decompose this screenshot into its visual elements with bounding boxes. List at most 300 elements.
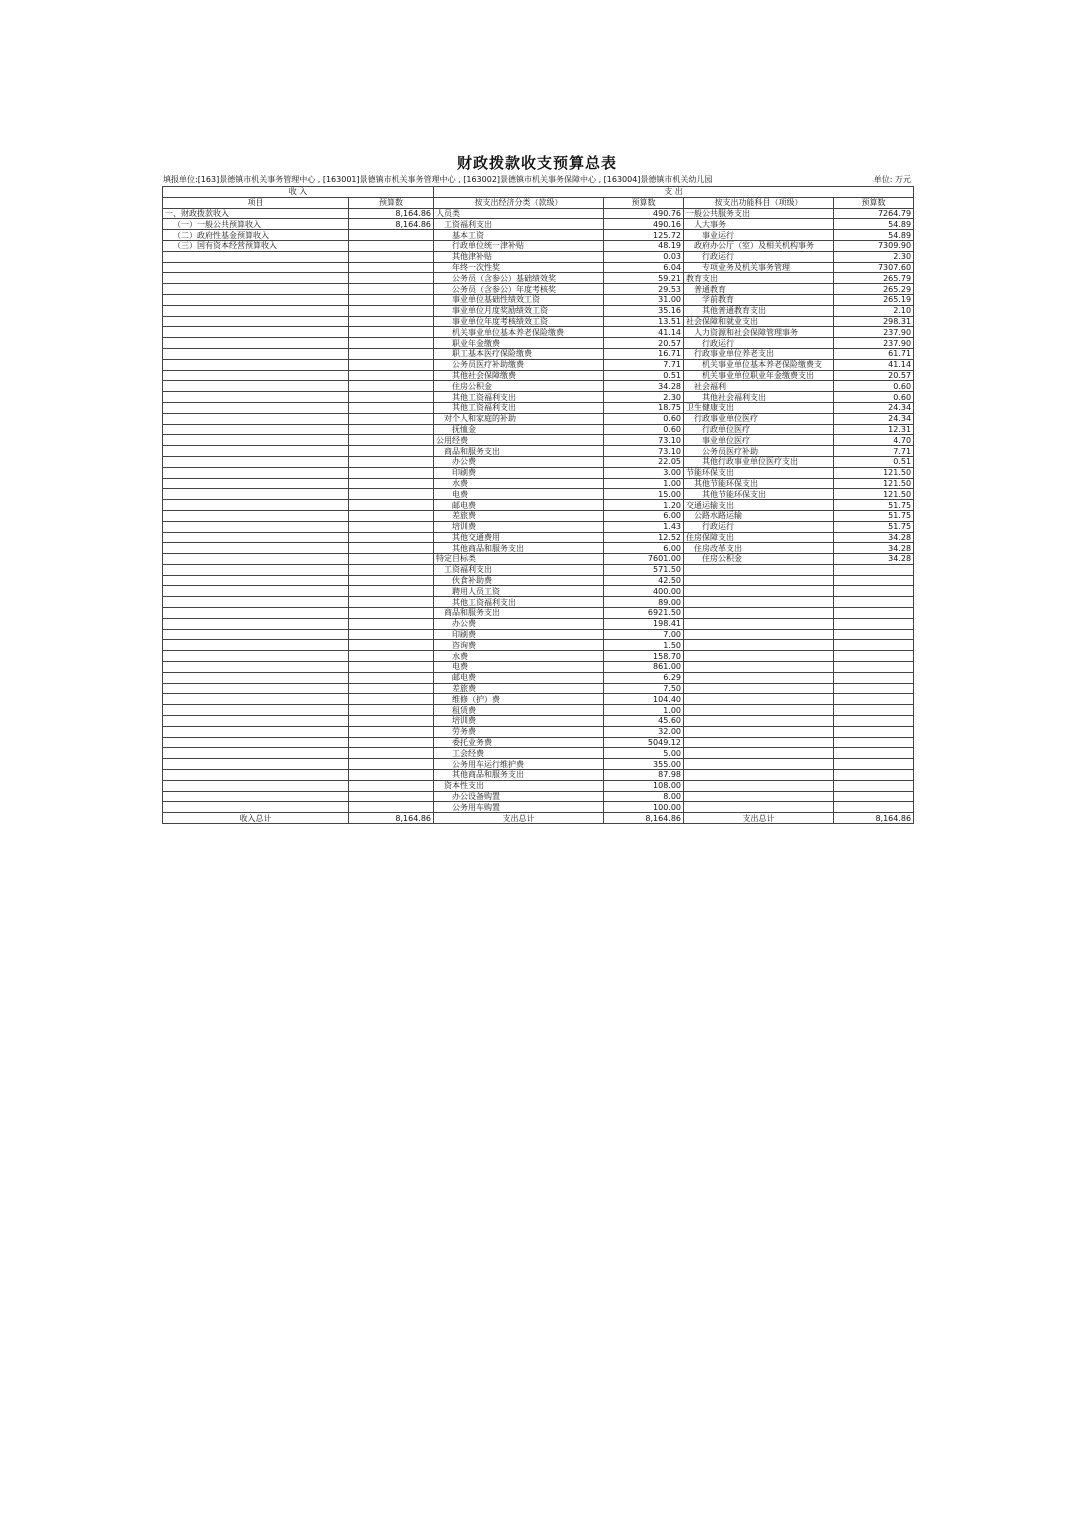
econ-item-cell: 差旅费 (434, 683, 604, 694)
income-amount-cell (349, 575, 434, 586)
table-row (163, 726, 914, 737)
income-item-cell (163, 780, 349, 791)
func-item-cell (684, 662, 834, 673)
income-item-cell (163, 273, 349, 284)
econ-amount-cell: 73.10 (604, 446, 684, 457)
econ-item-cell: 基本工资 (434, 230, 604, 241)
income-amount-cell (349, 586, 434, 597)
econ-amount-cell: 1.00 (604, 705, 684, 716)
table-row (163, 413, 914, 424)
table-row (163, 554, 914, 565)
econ-total-amount: 8,164.86 (604, 813, 684, 824)
func-amount-cell (834, 672, 914, 683)
header-row-columns (163, 197, 914, 208)
econ-amount-cell: 104.40 (604, 694, 684, 705)
econ-amount-cell: 7.50 (604, 683, 684, 694)
func-item-cell: 行政事业单位养老支出 (684, 348, 834, 359)
income-item-cell (163, 500, 349, 511)
income-item-cell (163, 338, 349, 349)
econ-item-cell: 印刷费 (434, 629, 604, 640)
income-item-cell (163, 478, 349, 489)
econ-amount-cell: 7.71 (604, 359, 684, 370)
income-amount-cell (349, 618, 434, 629)
func-amount-cell (834, 586, 914, 597)
income-item-cell (163, 651, 349, 662)
income-item-cell (163, 370, 349, 381)
income-amount-cell (349, 802, 434, 813)
table-row (163, 467, 914, 478)
func-item-cell (684, 716, 834, 727)
income-item-cell (163, 424, 349, 435)
func-item-cell (684, 597, 834, 608)
income-amount-cell (349, 446, 434, 457)
func-item-cell: 卫生健康支出 (684, 402, 834, 413)
income-item-cell (163, 608, 349, 619)
func-amount-cell: 51.75 (834, 510, 914, 521)
table-row (163, 770, 914, 781)
income-amount-cell (349, 294, 434, 305)
income-item-cell (163, 446, 349, 457)
table-row (163, 618, 914, 629)
income-amount-cell (349, 305, 434, 316)
func-amount-cell: 2.30 (834, 251, 914, 262)
econ-amount-cell: 1.43 (604, 521, 684, 532)
func-item-cell: 政府办公厅（室）及相关机构事务 (684, 240, 834, 251)
table-row (163, 273, 914, 284)
income-amount-cell (349, 402, 434, 413)
income-item-cell (163, 672, 349, 683)
econ-item-cell: 委托业务费 (434, 737, 604, 748)
income-amount-cell (349, 521, 434, 532)
income-item-cell (163, 802, 349, 813)
table-row (163, 500, 914, 511)
func-amount-cell: 51.75 (834, 500, 914, 511)
income-item-cell (163, 392, 349, 403)
table-row (163, 564, 914, 575)
func-item-cell: 其他节能环保支出 (684, 489, 834, 500)
income-amount-cell (349, 532, 434, 543)
econ-amount-cell: 31.00 (604, 294, 684, 305)
econ-item-cell: 工会经费 (434, 748, 604, 759)
income-amount-cell (349, 392, 434, 403)
func-item-cell (684, 726, 834, 737)
func-item-cell: 学前教育 (684, 294, 834, 305)
func-amount-cell (834, 737, 914, 748)
func-amount-cell: 265.29 (834, 284, 914, 295)
income-amount-cell (349, 716, 434, 727)
income-item-cell (163, 726, 349, 737)
func-amount-cell (834, 575, 914, 586)
income-amount-cell (349, 640, 434, 651)
econ-item-cell: 住房公积金 (434, 381, 604, 392)
table-row (163, 294, 914, 305)
income-item-cell (163, 305, 349, 316)
income-amount-cell (349, 348, 434, 359)
income-item-cell (163, 381, 349, 392)
income-item-cell (163, 586, 349, 597)
func-item-cell (684, 683, 834, 694)
func-amount-cell: 237.90 (834, 327, 914, 338)
econ-amount-cell: 29.53 (604, 284, 684, 295)
income-amount-cell (349, 240, 434, 251)
func-amount-cell: 34.28 (834, 532, 914, 543)
func-item-cell: 普通教育 (684, 284, 834, 295)
col-func-class: 按支出功能科目（项级） (684, 197, 834, 208)
income-amount-cell (349, 608, 434, 619)
income-item-cell (163, 554, 349, 565)
income-item-cell (163, 489, 349, 500)
income-amount-cell (349, 500, 434, 511)
econ-item-cell: 其他工资福利支出 (434, 597, 604, 608)
table-row (163, 586, 914, 597)
func-item-cell (684, 791, 834, 802)
econ-amount-cell: 7601.00 (604, 554, 684, 565)
income-item-cell (163, 640, 349, 651)
func-amount-cell: 2.10 (834, 305, 914, 316)
func-item-cell (684, 770, 834, 781)
func-item-cell: 事业单位医疗 (684, 435, 834, 446)
income-amount-cell (349, 489, 434, 500)
page-title: 财政拨款收支预算总表 (456, 154, 617, 172)
income-item-cell (163, 348, 349, 359)
econ-amount-cell: 5049.12 (604, 737, 684, 748)
econ-item-cell: 水费 (434, 478, 604, 489)
econ-item-cell: 工资福利支出 (434, 219, 604, 230)
econ-amount-cell: 73.10 (604, 435, 684, 446)
table-row (163, 240, 914, 251)
econ-amount-cell: 1.50 (604, 640, 684, 651)
econ-item-cell: 咨询费 (434, 640, 604, 651)
income-item-cell (163, 716, 349, 727)
func-item-cell: 机关事业单位基本养老保险缴费支 (684, 359, 834, 370)
income-amount-cell (349, 672, 434, 683)
income-item-cell: （一）一般公共预算收入 (163, 219, 349, 230)
income-amount-cell (349, 273, 434, 284)
func-amount-cell: 7309.90 (834, 240, 914, 251)
income-item-cell (163, 543, 349, 554)
econ-amount-cell: 6921.50 (604, 608, 684, 619)
income-item-cell (163, 737, 349, 748)
func-item-cell (684, 575, 834, 586)
table-row (163, 305, 914, 316)
econ-amount-cell: 16.71 (604, 348, 684, 359)
econ-item-cell: 办公设备购置 (434, 791, 604, 802)
func-amount-cell (834, 791, 914, 802)
func-item-cell (684, 672, 834, 683)
econ-amount-cell: 355.00 (604, 759, 684, 770)
income-amount-cell (349, 381, 434, 392)
func-amount-cell: 121.50 (834, 489, 914, 500)
table-row (163, 424, 914, 435)
income-amount-cell (349, 413, 434, 424)
table-row (163, 489, 914, 500)
econ-item-cell: 公务用车运行维护费 (434, 759, 604, 770)
econ-item-cell: 事业单位月度奖励绩效工资 (434, 305, 604, 316)
func-amount-cell: 0.51 (834, 456, 914, 467)
econ-amount-cell: 0.03 (604, 251, 684, 262)
func-item-cell: 公路水路运输 (684, 510, 834, 521)
income-amount-cell (349, 791, 434, 802)
func-amount-cell: 12.31 (834, 424, 914, 435)
col-income-budget: 预算数 (349, 197, 434, 208)
econ-amount-cell: 59.21 (604, 273, 684, 284)
table-row (163, 370, 914, 381)
income-amount-cell (349, 316, 434, 327)
income-amount-cell (349, 251, 434, 262)
econ-item-cell: 培训费 (434, 716, 604, 727)
table-row (163, 543, 914, 554)
econ-item-cell: 其他社会保障缴费 (434, 370, 604, 381)
econ-amount-cell: 2.30 (604, 392, 684, 403)
func-item-cell (684, 705, 834, 716)
income-amount-cell (349, 694, 434, 705)
econ-item-cell: 事业单位基础性绩效工资 (434, 294, 604, 305)
table-row (163, 435, 914, 446)
econ-item-cell: 商品和服务支出 (434, 446, 604, 457)
econ-item-cell: 培训费 (434, 521, 604, 532)
income-amount-cell (349, 424, 434, 435)
econ-amount-cell: 1.20 (604, 500, 684, 511)
econ-item-cell: 资本性支出 (434, 780, 604, 791)
func-amount-cell: 237.90 (834, 338, 914, 349)
func-amount-cell (834, 759, 914, 770)
econ-amount-cell: 7.00 (604, 629, 684, 640)
econ-item-cell: 人员类 (434, 208, 604, 219)
func-total-amount: 8,164.86 (834, 813, 914, 824)
income-item-cell (163, 597, 349, 608)
econ-item-cell: 维修（护）费 (434, 694, 604, 705)
income-amount-cell (349, 370, 434, 381)
table-row (163, 608, 914, 619)
func-item-cell: 公务员医疗补助 (684, 446, 834, 457)
unit-info (163, 174, 913, 186)
income-item-cell (163, 748, 349, 759)
econ-amount-cell: 32.00 (604, 726, 684, 737)
income-amount-cell (349, 597, 434, 608)
table-row (163, 219, 914, 230)
econ-amount-cell: 198.41 (604, 618, 684, 629)
table-row (163, 262, 914, 273)
income-item-cell (163, 413, 349, 424)
func-amount-cell: 121.50 (834, 478, 914, 489)
econ-item-cell: 印刷费 (434, 467, 604, 478)
econ-amount-cell: 861.00 (604, 662, 684, 673)
econ-item-cell: 租赁费 (434, 705, 604, 716)
econ-item-cell: 差旅费 (434, 510, 604, 521)
func-amount-cell (834, 608, 914, 619)
table-row (163, 316, 914, 327)
func-item-cell (684, 748, 834, 759)
econ-amount-cell: 0.60 (604, 424, 684, 435)
econ-item-cell: 邮电费 (434, 500, 604, 511)
econ-amount-cell: 20.57 (604, 338, 684, 349)
econ-item-cell: 电费 (434, 489, 604, 500)
table-row (163, 456, 914, 467)
func-item-cell (684, 694, 834, 705)
col-func-budget: 预算数 (834, 197, 914, 208)
income-amount-cell (349, 748, 434, 759)
func-amount-cell: 298.31 (834, 316, 914, 327)
table-row (163, 338, 914, 349)
econ-amount-cell: 125.72 (604, 230, 684, 241)
func-amount-cell: 4.70 (834, 435, 914, 446)
econ-item-cell: 年终一次性奖 (434, 262, 604, 273)
func-item-cell: 住房改革支出 (684, 543, 834, 554)
func-amount-cell (834, 802, 914, 813)
econ-item-cell: 机关事业单位基本养老保险缴费 (434, 327, 604, 338)
income-item-cell (163, 694, 349, 705)
func-amount-cell: 20.57 (834, 370, 914, 381)
func-amount-cell: 265.19 (834, 294, 914, 305)
table-row (163, 575, 914, 586)
func-item-cell (684, 651, 834, 662)
econ-item-cell: 行政单位统一津补贴 (434, 240, 604, 251)
income-item-cell (163, 359, 349, 370)
econ-item-cell: 邮电费 (434, 672, 604, 683)
table-row (163, 478, 914, 489)
income-amount-cell (349, 284, 434, 295)
econ-amount-cell: 8.00 (604, 791, 684, 802)
table-row (163, 683, 914, 694)
income-amount-cell (349, 478, 434, 489)
income-item-cell (163, 294, 349, 305)
func-item-cell (684, 759, 834, 770)
income-amount-cell (349, 230, 434, 241)
func-amount-cell: 0.60 (834, 381, 914, 392)
func-amount-cell (834, 770, 914, 781)
func-amount-cell (834, 694, 914, 705)
func-amount-cell (834, 597, 914, 608)
func-amount-cell: 54.89 (834, 219, 914, 230)
func-amount-cell: 34.28 (834, 554, 914, 565)
income-item-cell (163, 759, 349, 770)
header-row-group (163, 187, 914, 198)
table-row (163, 651, 914, 662)
econ-total-label: 支出总计 (434, 813, 604, 824)
income-item-cell (163, 402, 349, 413)
table-row (163, 597, 914, 608)
income-amount-cell (349, 737, 434, 748)
econ-amount-cell: 6.00 (604, 510, 684, 521)
func-item-cell: 其他普通教育支出 (684, 305, 834, 316)
func-amount-cell (834, 705, 914, 716)
econ-amount-cell: 6.00 (604, 543, 684, 554)
table-row (163, 230, 914, 241)
func-amount-cell (834, 629, 914, 640)
econ-item-cell: 其他交通费用 (434, 532, 604, 543)
func-item-cell: 机关事业单位职业年金缴费支出 (684, 370, 834, 381)
income-item-cell: （三）国有资本经营预算收入 (163, 240, 349, 251)
income-amount-cell (349, 564, 434, 575)
income-item-cell (163, 327, 349, 338)
budget-table (162, 186, 914, 824)
econ-item-cell: 商品和服务支出 (434, 608, 604, 619)
income-amount-cell (349, 705, 434, 716)
income-amount-cell (349, 726, 434, 737)
income-item-cell (163, 575, 349, 586)
econ-item-cell: 电费 (434, 662, 604, 673)
func-item-cell: 住房公积金 (684, 554, 834, 565)
income-amount-cell: 8,164.86 (349, 219, 434, 230)
table-row (163, 327, 914, 338)
func-amount-cell (834, 748, 914, 759)
income-amount-cell: 8,164.86 (349, 208, 434, 219)
func-amount-cell (834, 640, 914, 651)
econ-amount-cell: 15.00 (604, 489, 684, 500)
income-amount-cell (349, 780, 434, 791)
func-amount-cell: 51.75 (834, 521, 914, 532)
func-item-cell: 行政运行 (684, 251, 834, 262)
income-item-cell (163, 770, 349, 781)
func-item-cell: 专项业务及机关事务管理 (684, 262, 834, 273)
econ-amount-cell: 6.29 (604, 672, 684, 683)
table-row (163, 802, 914, 813)
econ-amount-cell: 35.16 (604, 305, 684, 316)
func-amount-cell: 34.28 (834, 543, 914, 554)
func-item-cell: 节能环保支出 (684, 467, 834, 478)
func-amount-cell: 265.79 (834, 273, 914, 284)
func-item-cell: 其他行政事业单位医疗支出 (684, 456, 834, 467)
econ-item-cell: 事业单位年度考核绩效工资 (434, 316, 604, 327)
econ-amount-cell: 12.52 (604, 532, 684, 543)
income-item-cell (163, 629, 349, 640)
table-row (163, 381, 914, 392)
func-amount-cell: 7264.79 (834, 208, 914, 219)
col-econ-class: 按支出经济分类（款级） (434, 197, 604, 208)
func-item-cell: 一般公共服务支出 (684, 208, 834, 219)
econ-item-cell: 水费 (434, 651, 604, 662)
table-row (163, 759, 914, 770)
econ-item-cell: 工资福利支出 (434, 564, 604, 575)
func-item-cell: 社会福利 (684, 381, 834, 392)
func-item-cell (684, 618, 834, 629)
table-row (163, 791, 914, 802)
econ-amount-cell: 158.70 (604, 651, 684, 662)
econ-amount-cell: 18.75 (604, 402, 684, 413)
func-amount-cell (834, 726, 914, 737)
func-item-cell: 事业运行 (684, 230, 834, 241)
econ-item-cell: 公务员医疗补助缴费 (434, 359, 604, 370)
table-row (163, 208, 914, 219)
func-amount-cell: 61.71 (834, 348, 914, 359)
func-amount-cell (834, 651, 914, 662)
econ-item-cell: 公务员（含参公）年度考核奖 (434, 284, 604, 295)
expenditure-header: 支 出 (434, 187, 914, 198)
econ-item-cell: 伙食补助费 (434, 575, 604, 586)
econ-item-cell: 其他工资福利支出 (434, 402, 604, 413)
table-row (163, 284, 914, 295)
income-amount-cell (349, 759, 434, 770)
income-item-cell (163, 618, 349, 629)
econ-item-cell: 职业年金缴费 (434, 338, 604, 349)
income-header: 收 入 (163, 187, 434, 198)
income-item-cell (163, 662, 349, 673)
table-row (163, 716, 914, 727)
func-item-cell: 其他社会福利支出 (684, 392, 834, 403)
func-item-cell (684, 640, 834, 651)
econ-item-cell: 职工基本医疗保险缴费 (434, 348, 604, 359)
income-item-cell (163, 456, 349, 467)
econ-amount-cell: 108.00 (604, 780, 684, 791)
income-amount-cell (349, 683, 434, 694)
func-total-label: 支出总计 (684, 813, 834, 824)
econ-amount-cell: 22.05 (604, 456, 684, 467)
func-amount-cell (834, 564, 914, 575)
income-item-cell: （二）政府性基金预算收入 (163, 230, 349, 241)
econ-item-cell: 对个人和家庭的补助 (434, 413, 604, 424)
econ-amount-cell: 1.00 (604, 478, 684, 489)
func-item-cell: 住房保障支出 (684, 532, 834, 543)
